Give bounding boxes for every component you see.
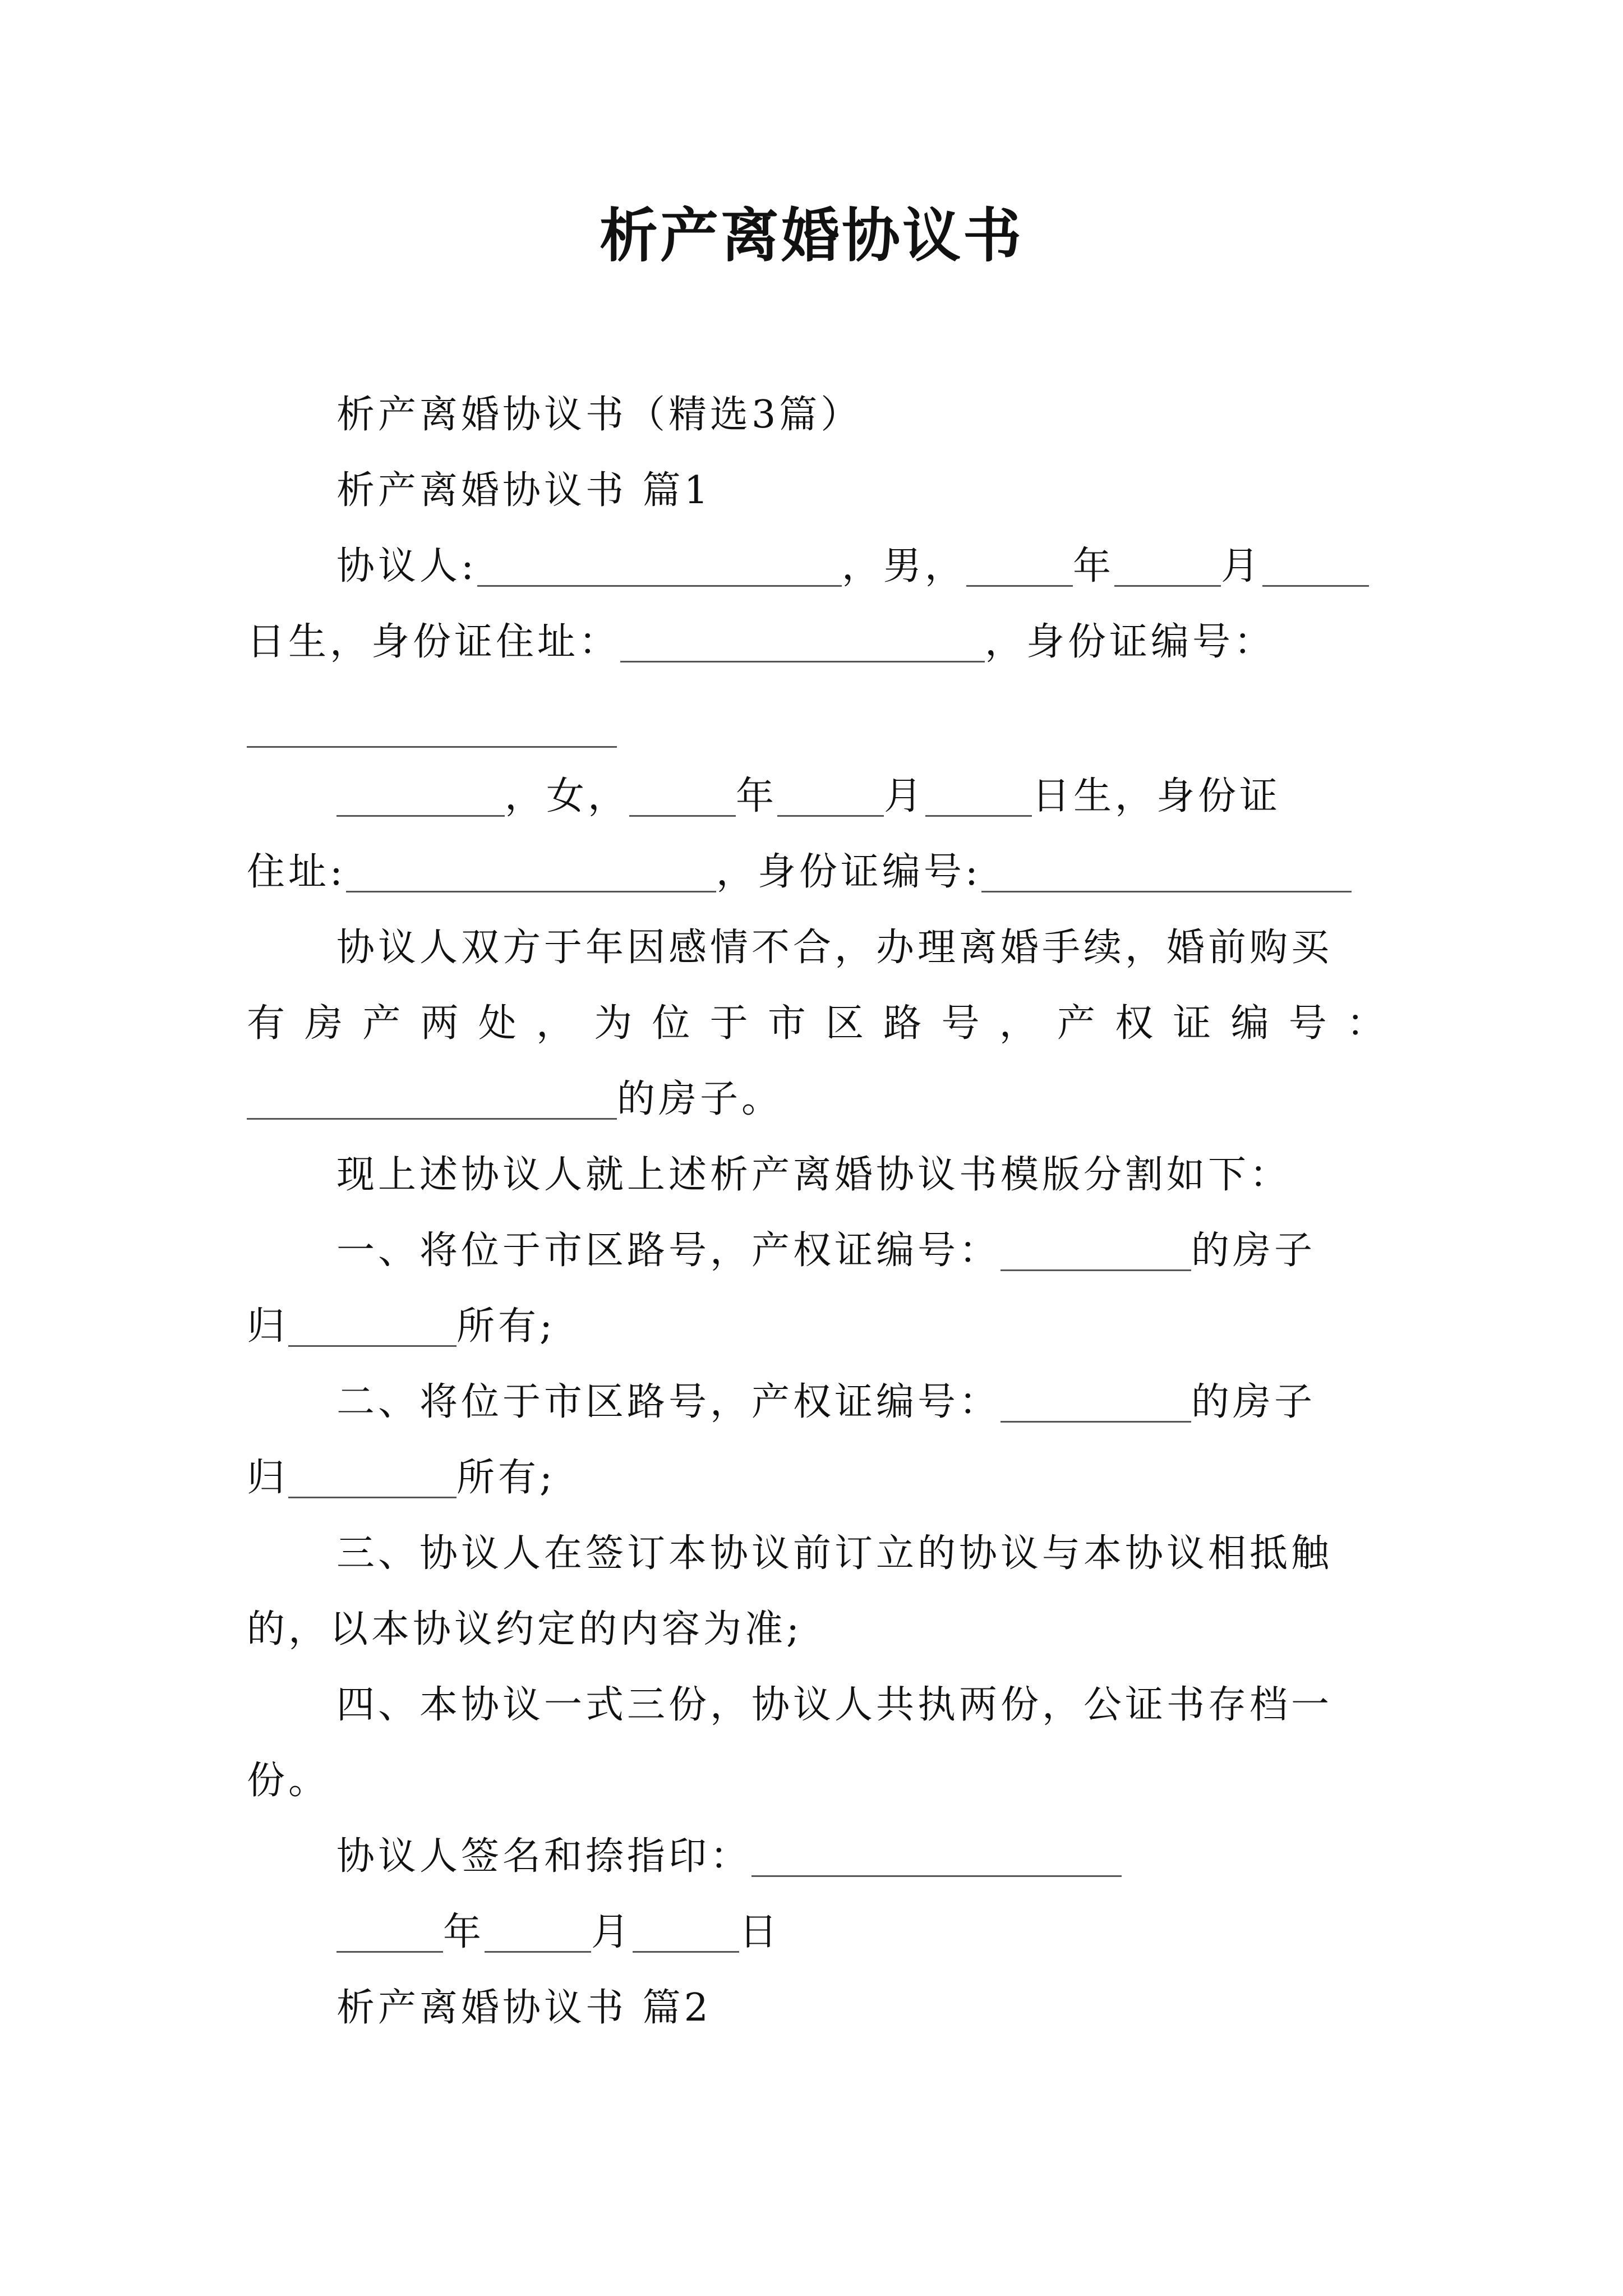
item-2-line <box>336 1374 1388 1430</box>
day-blank <box>925 781 1032 817</box>
month-blank <box>777 781 884 817</box>
id-number-label: ，身份证编号: <box>716 850 981 894</box>
item-3-line: 三、协议人在签订本协议前订立的协议与本协议相抵触 <box>336 1531 1333 1576</box>
date-line <box>336 1904 1388 1961</box>
owner-blank <box>288 1463 457 1498</box>
signature-line <box>336 1829 1388 1885</box>
certificate-number-blank <box>247 1084 617 1120</box>
id-number-blank <box>247 712 617 748</box>
item-text: 所有; <box>457 1456 556 1500</box>
month-blank <box>1114 551 1221 587</box>
day-blank <box>633 1917 739 1953</box>
item-text: 的房子 <box>1191 1380 1316 1424</box>
item-4-line-2: 份。 <box>247 1759 330 1803</box>
document-title: 析产离婚协议书 <box>599 201 1023 270</box>
address-label: 住址: <box>247 850 346 894</box>
year-label: 年 <box>736 774 778 818</box>
day-label: 日 <box>739 1910 781 1954</box>
party2-line <box>336 769 1388 825</box>
item-4-line: 四、本协议一式三份，协议人共执两份，公证书存档一 <box>336 1683 1333 1727</box>
item-text: 所有; <box>457 1304 556 1349</box>
name-blank <box>477 551 842 587</box>
certificate-number-blank <box>1000 1236 1191 1271</box>
item-3-line-2: 的，以本协议约定的内容为准; <box>247 1607 803 1651</box>
day-blank <box>1262 551 1369 587</box>
name-blank <box>336 781 505 817</box>
gender-female: ，女， <box>505 774 630 818</box>
paragraph-line: 有房产两处，为位于市区路号，产权证编号： <box>247 1001 1388 1046</box>
item-text: 的房子 <box>1191 1228 1316 1273</box>
birth-address-label: 日生，身份证住址： <box>247 620 621 664</box>
house-label: 的房子。 <box>617 1077 783 1121</box>
address-blank <box>620 627 985 662</box>
id-number-blank <box>981 857 1352 892</box>
party1-address-line <box>247 614 1388 670</box>
document-subtitle: 析产离婚协议书（精选3篇） <box>336 393 863 437</box>
owner-blank <box>288 1312 457 1347</box>
item-text: 二、将位于市区路号，产权证编号： <box>336 1380 1001 1424</box>
party1-line <box>336 539 1388 595</box>
year-label: 年 <box>1072 544 1114 588</box>
year-blank <box>629 781 736 817</box>
month-blank <box>485 1917 591 1953</box>
month-label: 月 <box>591 1910 633 1954</box>
address-blank <box>346 857 716 892</box>
year-blank <box>336 1917 443 1953</box>
certificate-number-blank <box>1000 1387 1191 1423</box>
item-1-line <box>336 1223 1388 1279</box>
item-text: 归 <box>247 1456 289 1500</box>
year-blank <box>966 551 1073 587</box>
paragraph-line: 现上述协议人就上述析产离婚协议书模版分割如下： <box>336 1153 1292 1197</box>
paragraph-line <box>247 1071 1388 1128</box>
item-text: 一、将位于市区路号，产权证编号： <box>336 1228 1001 1273</box>
section-heading-2: 析产离婚协议书 篇2 <box>336 1986 712 2030</box>
month-label: 月 <box>1220 544 1262 588</box>
signature-blank <box>751 1842 1122 1877</box>
id-number-label: ，身份证编号： <box>985 620 1276 664</box>
section-heading-1: 析产离婚协议书 篇1 <box>336 468 712 513</box>
signature-label: 协议人签名和捺指印： <box>336 1834 752 1879</box>
birth-label: 日生，身份证 <box>1032 774 1281 818</box>
item-2-owner-line <box>247 1450 1388 1506</box>
item-text: 归 <box>247 1304 289 1349</box>
item-1-owner-line <box>247 1299 1388 1355</box>
party-label: 协议人: <box>336 544 477 588</box>
party2-address-line <box>247 844 1388 900</box>
month-label: 月 <box>884 774 926 818</box>
year-label: 年 <box>443 1910 485 1954</box>
gender-male: ，男， <box>841 544 966 588</box>
paragraph-line: 协议人双方于年因感情不合，办理离婚手续，婚前购买 <box>336 926 1333 970</box>
